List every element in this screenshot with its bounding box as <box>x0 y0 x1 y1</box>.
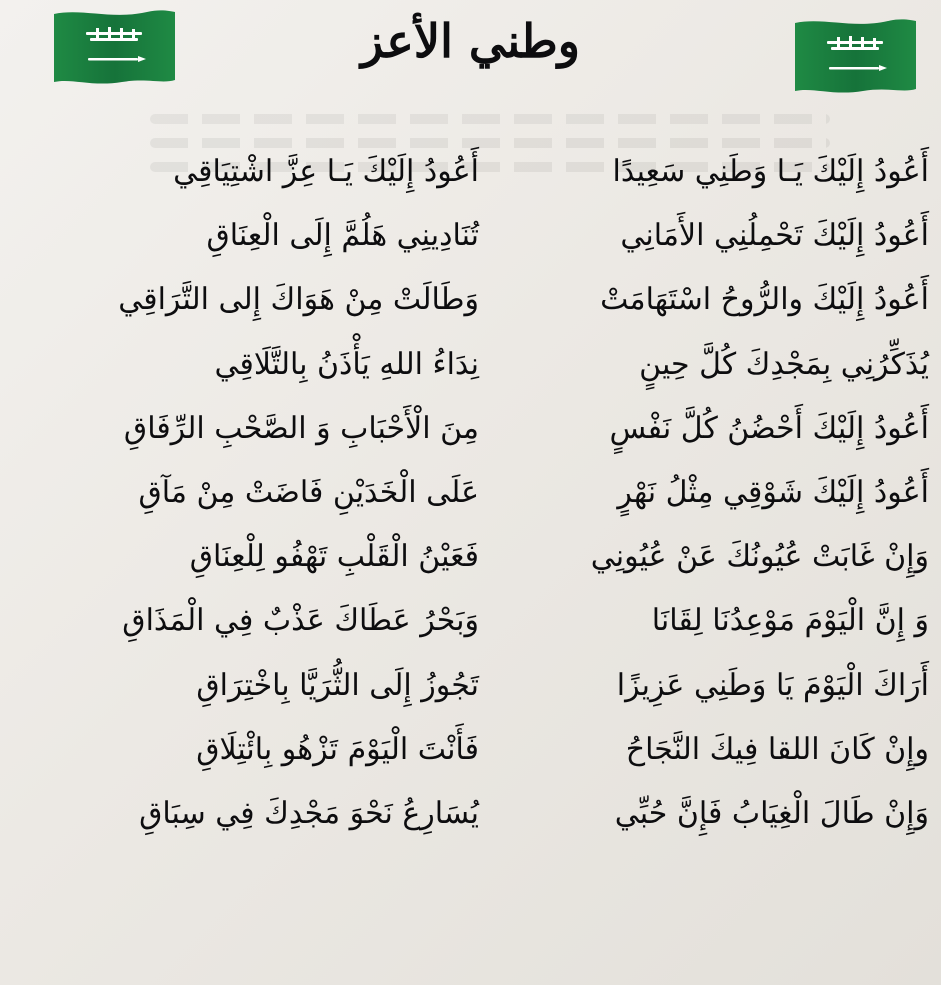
verse-first-hemistich: وَ إِنَّ الْيَوْمَ مَوْعِدُنَا لِقَانَا <box>651 603 929 639</box>
verse-line <box>0 397 941 461</box>
verse-first-hemistich: أَعُودُ إِلَيْكَ والرُّوحُ اسْتَهَامَتْ <box>600 282 929 318</box>
verse-second-hemistich: نِدَاءُ اللهِ يَأْذَنُ بِالتَّلَاقِي <box>214 346 479 382</box>
verse-second-hemistich: يُسَارِعُ نَحْوَ مَجْدِكَ فِي سِبَاقِ <box>139 795 479 831</box>
verse-second-hemistich: تَجُوزُ إِلَى الثُّرَيَّا بِاخْتِرَاقِ <box>196 667 479 703</box>
verse-first-hemistich: يُذَكِّرُنِي بِمَجْدِكَ كُلَّ حِينٍ <box>639 346 929 382</box>
verse-second-hemistich: أَعُودُ إِلَيْكَ يَـا عِزَّ اشْتِيَاقِي <box>173 154 479 189</box>
verse-first-hemistich: وإِنْ كَانَ اللقا فِيكَ النَّجَاحُ <box>625 731 929 767</box>
verse-first-hemistich: أَرَاكَ الْيَوْمَ يَا وَطَنِي عَزِيزًا <box>616 667 929 703</box>
verse-second-hemistich: مِنَ الْأَحْبَابِ وَ الصَّحْبِ الرِّفَاقِ <box>123 410 479 446</box>
verse-second-hemistich: وَطَالَتْ مِنْ هَوَاكَ إِلى التَّرَاقِي <box>118 282 479 318</box>
verse-line <box>0 718 941 782</box>
verse-line <box>0 140 941 204</box>
verse-line <box>0 525 941 589</box>
verse-first-hemistich: وَإِنْ غَابَتْ عُيُونُكَ عَنْ عُيُونِي <box>590 539 929 575</box>
verse-second-hemistich: وَبَحْرُ عَطَاكَ عَذْبٌ فِي الْمَذَاقِ <box>122 603 479 639</box>
saudi-flag-icon <box>52 8 177 86</box>
verse-second-hemistich: فَأَنْتَ الْيَوْمَ تَزْهُو بِائْتِلَاقِ <box>196 731 479 767</box>
verse-line <box>0 268 941 332</box>
verse-line <box>0 782 941 846</box>
verse-line <box>0 589 941 653</box>
verse-second-hemistich: تُنَادِينِي هَلُمَّ إِلَى الْعِنَاقِ <box>206 218 479 254</box>
verse-second-hemistich: عَلَى الْخَدَيْنِ فَاضَتْ مِنْ مَآقِ <box>138 474 479 510</box>
poem-title: وطني الأعز <box>361 14 580 68</box>
poem-body <box>0 140 941 846</box>
verse-first-hemistich: أَعُودُ إِلَيْكَ أَحْضُنُ كُلَّ نَفْسٍ <box>609 410 929 446</box>
verse-line <box>0 333 941 397</box>
verse-second-hemistich: فَعَيْنُ الْقَلْبِ تَهْفُو لِلْعِنَاقِ <box>189 539 479 575</box>
verse-first-hemistich: أَعُودُ إِلَيْكَ تَحْمِلُنِي الأَمَانِي <box>620 218 929 254</box>
saudi-flag-icon <box>793 17 918 95</box>
verse-first-hemistich: وَإِنْ طَالَ الْغِيَابُ فَإِنَّ حُبِّي <box>614 795 929 831</box>
verse-line <box>0 654 941 718</box>
verse-line <box>0 204 941 268</box>
verse-first-hemistich: أَعُودُ إِلَيْكَ شَوْقِي مِثْلُ نَهْرٍ <box>617 474 929 510</box>
verse-line <box>0 461 941 525</box>
verse-first-hemistich: أَعُودُ إِلَيْكَ يَـا وَطَنِي سَعِيدًا <box>612 154 929 189</box>
